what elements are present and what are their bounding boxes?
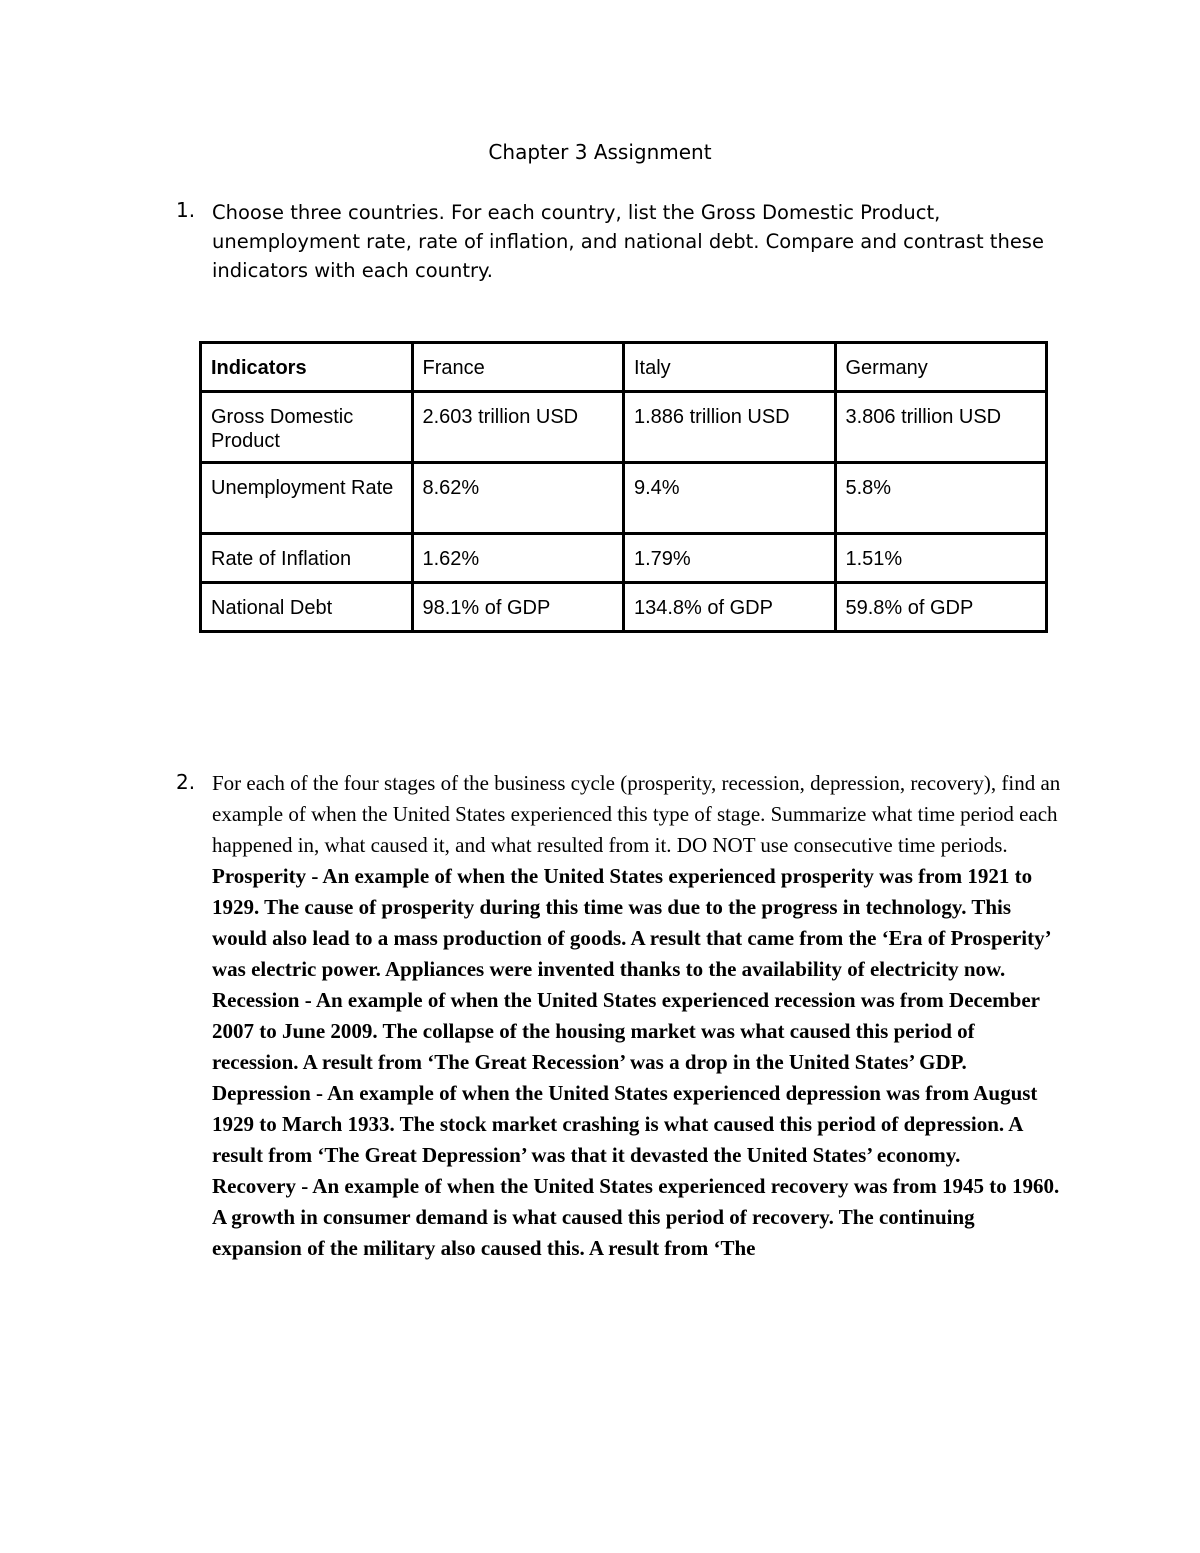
answer-recovery: Recovery - An example of when the United States experienced recovery was from 1945 to 1960. A growth in consumer demand is what caused this period of recovery. The continuing expansion of the military also caused this. A result from ‘The bbox=[212, 1174, 1060, 1260]
row-label: Gross Domestic Product bbox=[201, 392, 413, 463]
table-cell: 9.4% bbox=[624, 463, 836, 534]
table-row bbox=[201, 534, 1047, 583]
row-label: National Debt bbox=[201, 583, 413, 632]
question-1-number: 1. bbox=[176, 198, 196, 222]
table-cell: 5.8% bbox=[835, 463, 1047, 534]
indicators-table bbox=[199, 341, 1048, 633]
header-cell-france: France bbox=[412, 343, 624, 392]
table-cell: 1.51% bbox=[835, 534, 1047, 583]
question-2-text: For each of the four stages of the business cycle (prosperity, recession, depression, recovery), find an example of when the United States experienced this type of stage. Summarize what time period each happened in, what caused it, and what resulted from it. DO NOT use consecutive time periods. bbox=[212, 771, 1061, 857]
question-1-text: Choose three countries. For each country, list the Gross Domestic Product, unemployment rate, rate of inflation, and national debt. Compare and contrast these indicators with each country. bbox=[212, 201, 1044, 282]
header-cell-germany: Germany bbox=[835, 343, 1047, 392]
table-row bbox=[201, 583, 1047, 632]
table-header-row bbox=[201, 343, 1047, 392]
header-cell-indicators: Indicators bbox=[201, 343, 413, 392]
table-row bbox=[201, 392, 1047, 463]
table-cell: 2.603 trillion USD bbox=[412, 392, 624, 463]
table-cell: 134.8% of GDP bbox=[624, 583, 836, 632]
answer-depression: Depression - An example of when the United States experienced depression was from August 1929 to March 1933. The stock market crashing is what caused this period of depression. A result from ‘The Great Depression’ was that it devasted the United States’ economy. bbox=[212, 1081, 1038, 1167]
table-cell: 1.886 trillion USD bbox=[624, 392, 836, 463]
answer-prosperity: Prosperity - An example of when the United States experienced prosperity was from 1921 to 1929. The cause of prosperity during this time was due to the progress in technology. This would also lead to a mass production of goods. A result that came from the ‘Era of Prosperity’ was electric power. Appliances were invented thanks to the availability of electricity now. bbox=[212, 864, 1051, 981]
table-cell: 3.806 trillion USD bbox=[835, 392, 1047, 463]
table-cell: 1.79% bbox=[624, 534, 836, 583]
row-label: Rate of Inflation bbox=[201, 534, 413, 583]
table-cell: 8.62% bbox=[412, 463, 624, 534]
question-2-number: 2. bbox=[176, 770, 196, 794]
table-row bbox=[201, 463, 1047, 534]
question-2-block bbox=[212, 768, 1062, 1264]
answer-recession: Recession - An example of when the United States experienced recession was from December 2007 to June 2009. The collapse of the housing market was what caused this period of recession. A result from ‘The Great Recession’ was a drop in the United States’ GDP. bbox=[212, 988, 1040, 1074]
row-label: Unemployment Rate bbox=[201, 463, 413, 534]
table-cell: 1.62% bbox=[412, 534, 624, 583]
table-cell: 98.1% of GDP bbox=[412, 583, 624, 632]
page-title: Chapter 3 Assignment bbox=[488, 140, 712, 164]
table-cell: 59.8% of GDP bbox=[835, 583, 1047, 632]
header-cell-italy: Italy bbox=[624, 343, 836, 392]
